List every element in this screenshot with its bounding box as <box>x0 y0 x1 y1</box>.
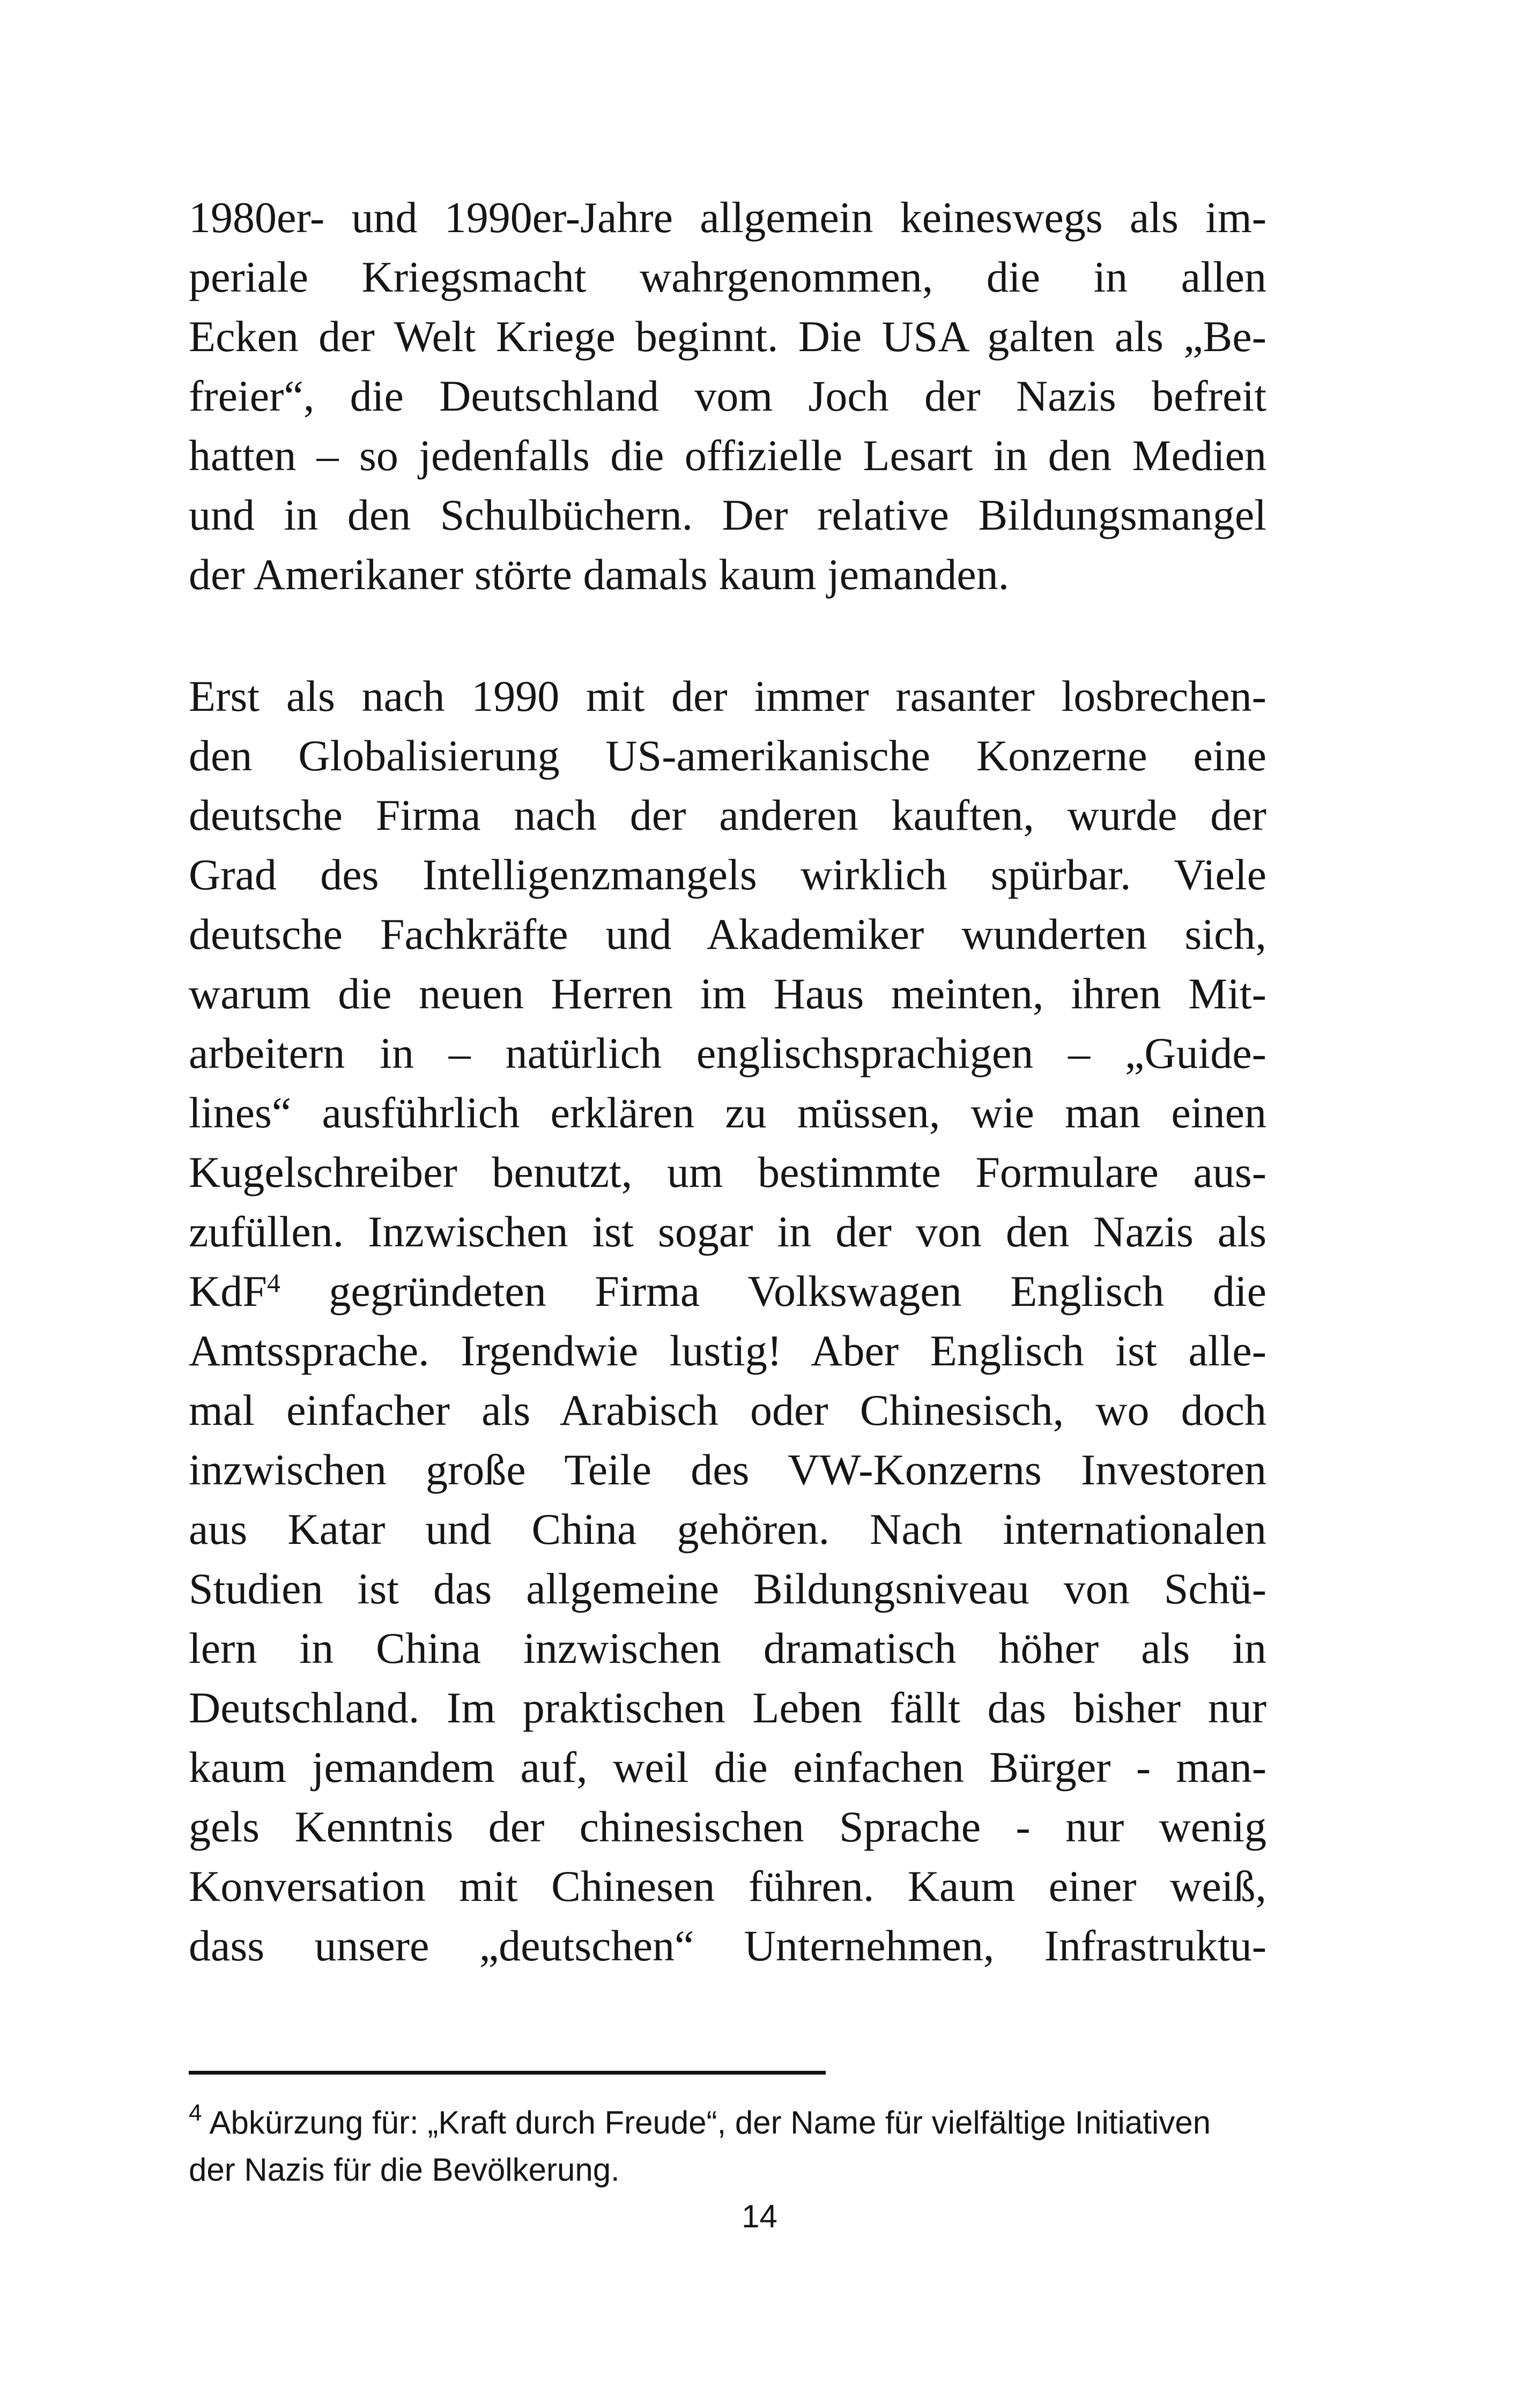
footnote-text: Abkürzung für: „Kraft durch Freude“, der Name für vielfältige Initiativen <box>209 2105 1211 2141</box>
text-line: 1980er- und 1990er-Jahre allgemein keineswegs als im- <box>189 193 1266 242</box>
text-line: Kugelschreiber benutzt, um bestimmte Formulare aus- <box>189 1148 1266 1196</box>
paragraph-2 <box>189 666 1266 1975</box>
text-line-kdf <box>189 1261 1266 1321</box>
text-line: arbeitern in – natürlich englischsprachigen – „Guide- <box>189 1029 1266 1077</box>
footnote-line: der Nazis für die Bevölkerung. <box>189 2152 620 2188</box>
footnote <box>189 2099 1266 2194</box>
text-line: dass unsere „deutschen“ Unternehmen, Infrastruktu- <box>189 1921 1266 1970</box>
text-line: zufüllen. Inzwischen ist sogar in der von den Nazis als <box>189 1207 1266 1256</box>
text-line: freier“, die Deutschland vom Joch der Nazis befreit <box>189 371 1266 420</box>
text-line: lines“ ausführlich erklären zu müssen, wie man einen <box>189 1088 1266 1137</box>
text-line: und in den Schulbüchern. Der relative Bildungsmangel <box>189 490 1266 539</box>
text-line: hatten – so jedenfalls die offizielle Lesart in den Medien <box>189 431 1266 480</box>
text-line: Amtssprache. Irgendwie lustig! Aber Englisch ist alle- <box>189 1326 1266 1375</box>
text-line: Ecken der Welt Kriege beginnt. Die USA galten als „Be- <box>189 312 1266 361</box>
text-line: deutsche Firma nach der anderen kauften, wurde der <box>189 791 1266 839</box>
text-line: den Globalisierung US-amerikanische Konzerne eine <box>189 731 1266 780</box>
footnote-marker: 4 <box>189 2100 202 2126</box>
text-line: aus Katar und China gehören. Nach internationalen <box>189 1505 1266 1554</box>
kdf-line-rest: gegründeten Firma Volkswagen Englisch die <box>280 1267 1266 1316</box>
text-line: gels Kenntnis der chinesischen Sprache - nur wenig <box>189 1802 1266 1851</box>
text-line: periale Kriegsmacht wahrgenommen, die in allen <box>189 252 1266 301</box>
text-line: Konversation mit Chinesen führen. Kaum einer weiß, <box>189 1862 1266 1911</box>
text-line: inzwischen große Teile des VW-Konzerns Investoren <box>189 1445 1266 1494</box>
text-line: Grad des Intelligenzmangels wirklich spürbar. Viele <box>189 850 1266 899</box>
text-line: deutsche Fachkräfte und Akademiker wunderten sich, <box>189 910 1266 958</box>
text-line: mal einfacher als Arabisch oder Chinesisch, wo doch <box>189 1386 1266 1435</box>
text-line: kaum jemandem auf, weil die einfachen Bürger - man- <box>189 1743 1266 1792</box>
text-line: Studien ist das allgemeine Bildungsniveau von Schü- <box>189 1564 1266 1613</box>
text-line: Erst als nach 1990 mit der immer rasanter losbrechen- <box>189 672 1266 720</box>
page-number: 14 <box>742 2198 777 2234</box>
text-line: Deutschland. Im praktischen Leben fällt das bisher nur <box>189 1683 1266 1732</box>
kdf-abbreviation: KdF <box>189 1267 267 1316</box>
text-line: lern in China inzwischen dramatisch höher als in <box>189 1624 1266 1673</box>
text-line: warum die neuen Herren im Haus meinten, ihren Mit- <box>189 969 1266 1018</box>
footnote-reference[interactable]: 4 <box>266 1268 280 1298</box>
footnote-line <box>189 2099 1266 2146</box>
paragraph-1 <box>189 188 1266 604</box>
text-line: der Amerikaner störte damals kaum jemanden. <box>189 550 1010 599</box>
footnote-separator <box>189 2071 826 2075</box>
